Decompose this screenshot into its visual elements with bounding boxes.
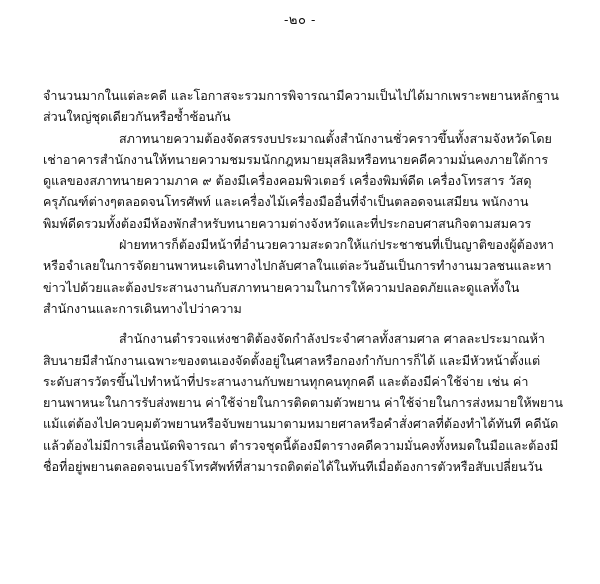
text-line: ชื่อที่อยู่พยานตลอดจนเบอร์โทรศัพท์ที่สามารถติดต่อได้ในทันทีเมื่อต้องการตัวหรือสับเปลี่ยนวัน [43, 459, 543, 475]
text-line: จำนวนมากในแต่ละคดี และโอกาสจะรวมการพิจารณามีความเป็นไปได้มากเพราะพยานหลักฐาน [43, 88, 559, 103]
text-line: สภาทนายความต้องจัดสรรงบประมาณตั้งสำนักงานชั่วคราวขึ้นทั้งสามจังหวัดโดย [119, 130, 552, 146]
paragraph-3 [43, 234, 563, 319]
text-line: สำนักงานและการเดินทางไปว่าความ [43, 300, 242, 316]
document-body [43, 85, 563, 477]
paragraph-2 [43, 128, 563, 234]
text-line: ครุภัณฑ์ต่างๆตลอดจนโทรศัพท์ และเครื่องไม้เครื่องมืออื่นที่จำเป็นตลอดจนเสมียน พนักงาน [43, 194, 529, 210]
text-line: ดูแลของสภาทนายความภาค ๙ ต้องมีเครื่องคอมพิวเตอร์ เครื่องพิมพ์ดีด เครื่องโทรสาร วัสดุ [43, 173, 532, 189]
text-line: สิบนายมีสำนักงานเฉพาะของตนเองจัดตั้งอยู่ในศาลหรือกองกำกับการก็ได้ และมีหัวหน้าตั้งแต่ [43, 352, 541, 368]
paragraph-1 [43, 85, 563, 128]
text-line: ข่าวไปด้วยและต้องประสานงานกับสภาทนายความในการให้ความปลอดภัยและดูแลทั้งใน [43, 279, 520, 295]
text-line: เช่าอาคารสำนักงานให้ทนายความชมรมนักกฎหมายมุสลิมหรือทนายคดีความมั่นคงภายใต้การ [43, 151, 549, 167]
text-line: ยานพาหนะในการรับส่งพยาน ค่าใช้จ่ายในการติดตามตัวพยาน ค่าใช้จ่ายในการส่งหมายให้พยาน [43, 395, 563, 411]
text-line: แม้แต่ต้องไปควบคุมตัวพยานหรือจับพยานมาตามหมายศาลหรือคำสั่งศาลที่ต้องทำได้ทันที คดีนัด [43, 416, 559, 432]
text-line: แล้วต้องไม่มีการเลื่อนนัดพิจารณา ตำรวจชุดนี้ต้องมีตารางคดีความมั่นคงทั้งหมดในมือและต้องมี [43, 437, 559, 453]
paragraph-gap [43, 319, 563, 328]
text-line: พิมพ์ดีดรวมทั้งต้องมีห้องพักสำหรับทนายความต่างจังหวัดและที่ประกอบศาสนกิจตามสมควร [43, 215, 532, 231]
text-line: ส่วนใหญ่ชุดเดียวกันหรือซ้ำซ้อนกัน [43, 109, 231, 125]
text-line: หรือจำเลยในการจัดยานพาหนะเดินทางไปกลับศาลในแต่ละวันอันเป็นการทำงานมวลชนและหา [43, 258, 552, 274]
paragraph-4 [43, 328, 563, 477]
text-line: สำนักงานตำรวจแห่งชาติต้องจัดกำลังประจำศาลทั้งสามศาล ศาลละประมาณห้า [119, 331, 545, 347]
text-line: ฝ่ายทหารก็ต้องมีหน้าที่อำนวยความสะดวกให้แก่ประชาชนที่เป็นญาติของผู้ต้องหา [119, 237, 554, 253]
text-line: ระดับสารวัตรขึ้นไปทำหน้าที่ประสานงานกับพยานทุกคนทุกคดี และต้องมีค่าใช้จ่าย เช่น ค่า [43, 373, 529, 389]
page-number: -๒๐ - [284, 13, 316, 28]
